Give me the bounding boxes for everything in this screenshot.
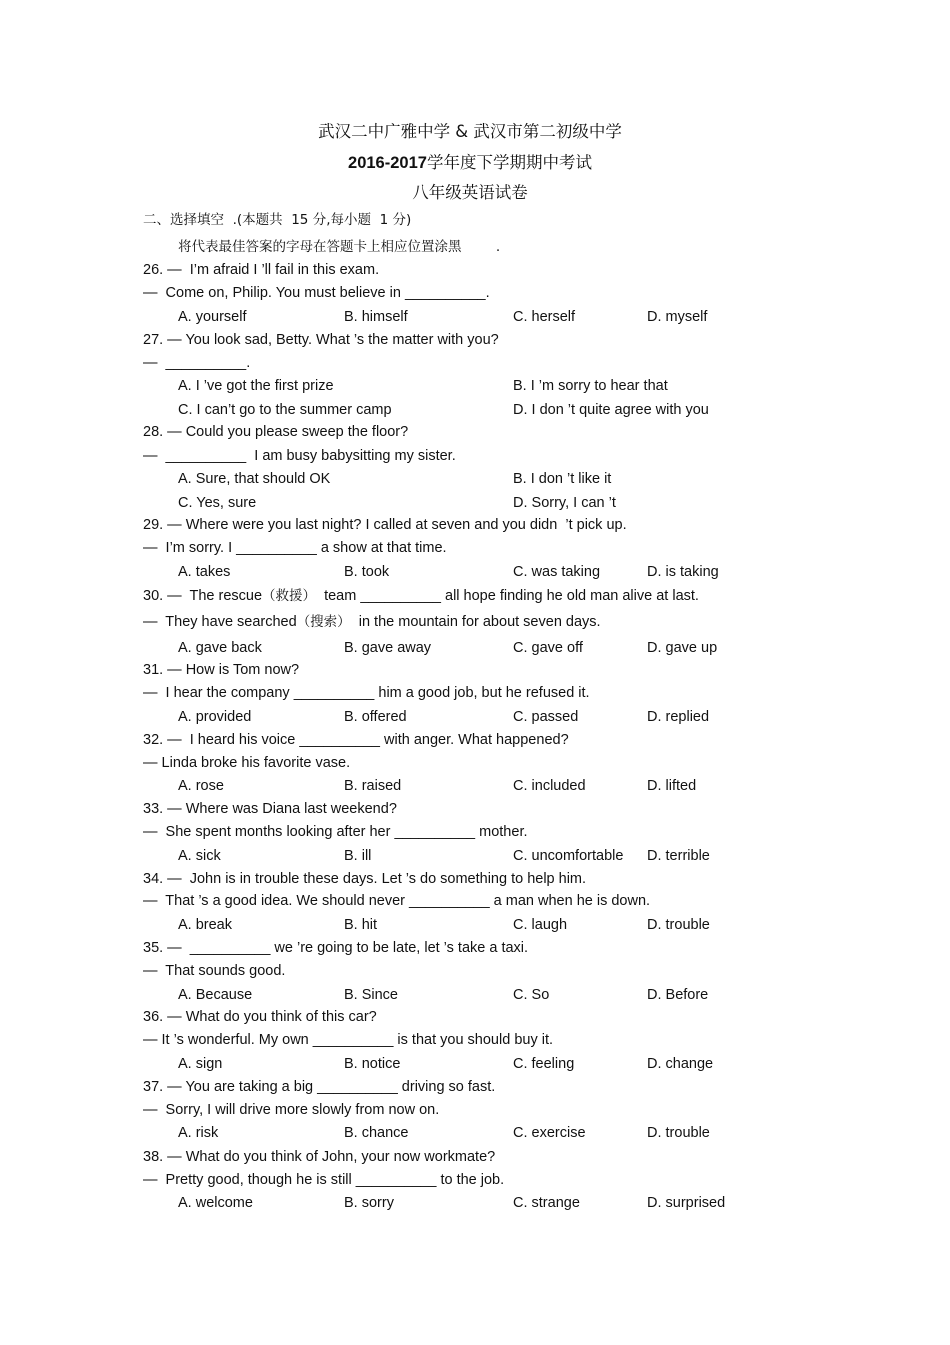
question-29-option-c: C. was taking <box>513 564 601 580</box>
question-34-option-d: D. trouble <box>647 917 710 933</box>
question-27-option-a: A. I ’ve got the first prize <box>178 378 334 394</box>
question-30-reply-start: — They have searched <box>143 614 297 630</box>
question-36-option-b: B. notice <box>344 1056 401 1072</box>
question-34-reply: — That ’s a good idea. We should never __________ a man when he is down. <box>143 893 651 909</box>
question-35-option-c: C. So <box>513 987 550 1003</box>
question-35-option-b: B. Since <box>344 987 398 1003</box>
term-text: 学年度下学期期中考试 <box>426 153 592 172</box>
question-29-reply: — I’m sorry. I __________ a show at that time. <box>143 540 447 556</box>
question-33-option-c: C. uncomfortable <box>513 848 624 864</box>
question-29-option-a: A. takes <box>178 564 231 580</box>
question-27-prompt: 27. — You look sad, Betty. What ’s the matter with you? <box>143 332 499 348</box>
question-28-option-c: C. Yes, sure <box>178 495 257 511</box>
question-35-reply: — That sounds good. <box>143 963 286 979</box>
question-37-reply: — Sorry, I will drive more slowly from now on. <box>143 1102 440 1118</box>
question-32-option-c: C. included <box>513 778 586 794</box>
question-36-option-c: C. feeling <box>513 1056 575 1072</box>
question-37-option-a: A. risk <box>178 1125 219 1141</box>
question-38-option-a: A. welcome <box>178 1195 253 1211</box>
question-36-prompt: 36. — What do you think of this car? <box>143 1009 377 1025</box>
question-32-option-a: A. rose <box>178 778 224 794</box>
section-title: 二、选择填空 .(本题共 15 分,每小题 1 分) <box>143 212 412 228</box>
question-31-option-b: B. offered <box>344 709 407 725</box>
question-31-reply: — I hear the company __________ him a good job, but he refused it. <box>143 685 590 701</box>
question-30-option-a: A. gave back <box>178 640 262 656</box>
question-28-prompt: 28. — Could you please sweep the floor? <box>143 424 409 440</box>
question-38-option-c: C. strange <box>513 1195 580 1211</box>
question-33-option-a: A. sick <box>178 848 221 864</box>
question-30-option-b: B. gave away <box>344 640 432 656</box>
question-32-prompt: 32. — I heard his voice __________ with anger. What happened? <box>143 732 569 748</box>
question-30-prompt-end: team __________ all hope finding he old man alive at last. <box>316 588 699 604</box>
question-34-option-c: C. laugh <box>513 917 568 933</box>
question-36-option-d: D. change <box>647 1056 714 1072</box>
question-30-option-c: C. gave off <box>513 640 583 656</box>
question-31-option-c: C. passed <box>513 709 579 725</box>
question-29-option-b: B. took <box>344 564 390 580</box>
question-27-option-b: B. I ’m sorry to hear that <box>513 378 668 394</box>
question-33-option-d: D. terrible <box>647 848 710 864</box>
question-26-option-c: C. herself <box>513 309 576 325</box>
question-37-option-d: D. trouble <box>647 1125 710 1141</box>
question-26-reply: — Come on, Philip. You must believe in __________. <box>143 285 490 301</box>
question-38-reply: — Pretty good, though he is still __________ to the job. <box>143 1172 505 1188</box>
question-30-prompt-start: 30. — The rescue <box>143 588 263 604</box>
question-30-option-d: D. gave up <box>647 640 718 656</box>
question-36-reply: — It ’s wonderful. My own __________ is that you should buy it. <box>143 1032 554 1048</box>
question-31-prompt: 31. — How is Tom now? <box>143 662 300 678</box>
question-34-option-b: B. hit <box>344 917 378 933</box>
question-32-option-d: D. lifted <box>647 778 697 794</box>
question-33-option-b: B. ill <box>344 848 372 864</box>
question-31-option-a: A. provided <box>178 709 252 725</box>
section-instruction: 将代表最佳答案的字母在答题卡上相应位置涂黑 . <box>178 239 501 255</box>
question-26-option-b: B. himself <box>344 309 408 325</box>
question-35-option-d: D. Before <box>647 987 709 1003</box>
question-34-prompt: 34. — John is in trouble these days. Let ’s do something to help him. <box>143 871 587 887</box>
question-27-reply: — __________. <box>143 355 251 371</box>
question-26-prompt: 26. — I’m afraid I ’ll fail in this exam. <box>143 262 380 278</box>
question-35-prompt: 35. — __________ we ’re going to be late, let ’s take a taxi. <box>143 940 529 956</box>
question-38-prompt: 38. — What do you think of John, your now workmate? <box>143 1149 496 1165</box>
question-32-option-b: B. raised <box>344 778 402 794</box>
question-33-reply: — She spent months looking after her __________ mother. <box>143 824 528 840</box>
question-37-prompt: 37. — You are taking a big __________ driving so fast. <box>143 1079 496 1095</box>
question-26-option-a: A. yourself <box>178 309 247 325</box>
question-34-option-a: A. break <box>178 917 232 933</box>
question-28-option-b: B. I don ’t like it <box>513 471 612 487</box>
question-33-prompt: 33. — Where was Diana last weekend? <box>143 801 397 817</box>
question-28-option-a: A. Sure, that should OK <box>178 471 331 487</box>
question-37-option-c: C. exercise <box>513 1125 586 1141</box>
term-title <box>0 149 940 173</box>
question-26-option-d: D. myself <box>647 309 708 325</box>
question-30-reply <box>143 613 601 631</box>
question-27-option-d: D. I don ’t quite agree with you <box>513 402 709 418</box>
school-title: 武汉二中广雅中学 & 武汉市第二初级中学 <box>318 122 622 141</box>
year-range: 2016-2017 <box>348 154 427 172</box>
question-30-gloss: （救援） <box>262 588 317 604</box>
question-29-prompt: 29. — Where were you last night? I called at seven and you didn ’t pick up. <box>143 517 627 533</box>
question-37-option-b: B. chance <box>344 1125 409 1141</box>
question-36-option-a: A. sign <box>178 1056 223 1072</box>
question-27-option-c: C. I can’t go to the summer camp <box>178 402 392 418</box>
question-38-option-b: B. sorry <box>344 1195 394 1211</box>
paper-title: 八年级英语试卷 <box>412 183 528 202</box>
question-30-prompt <box>143 587 699 605</box>
question-30-reply-gloss: （搜索） <box>296 614 351 630</box>
question-28-option-d: D. Sorry, I can ’t <box>513 495 616 511</box>
question-35-option-a: A. Because <box>178 987 253 1003</box>
question-31-option-d: D. replied <box>647 709 710 725</box>
question-32-reply: — Linda broke his favorite vase. <box>143 755 351 771</box>
question-29-option-d: D. is taking <box>647 564 719 580</box>
question-38-option-d: D. surprised <box>647 1195 726 1211</box>
question-28-reply: — __________ I am busy babysitting my sister. <box>143 448 456 464</box>
question-30-reply-end: in the mountain for about seven days. <box>350 614 601 630</box>
